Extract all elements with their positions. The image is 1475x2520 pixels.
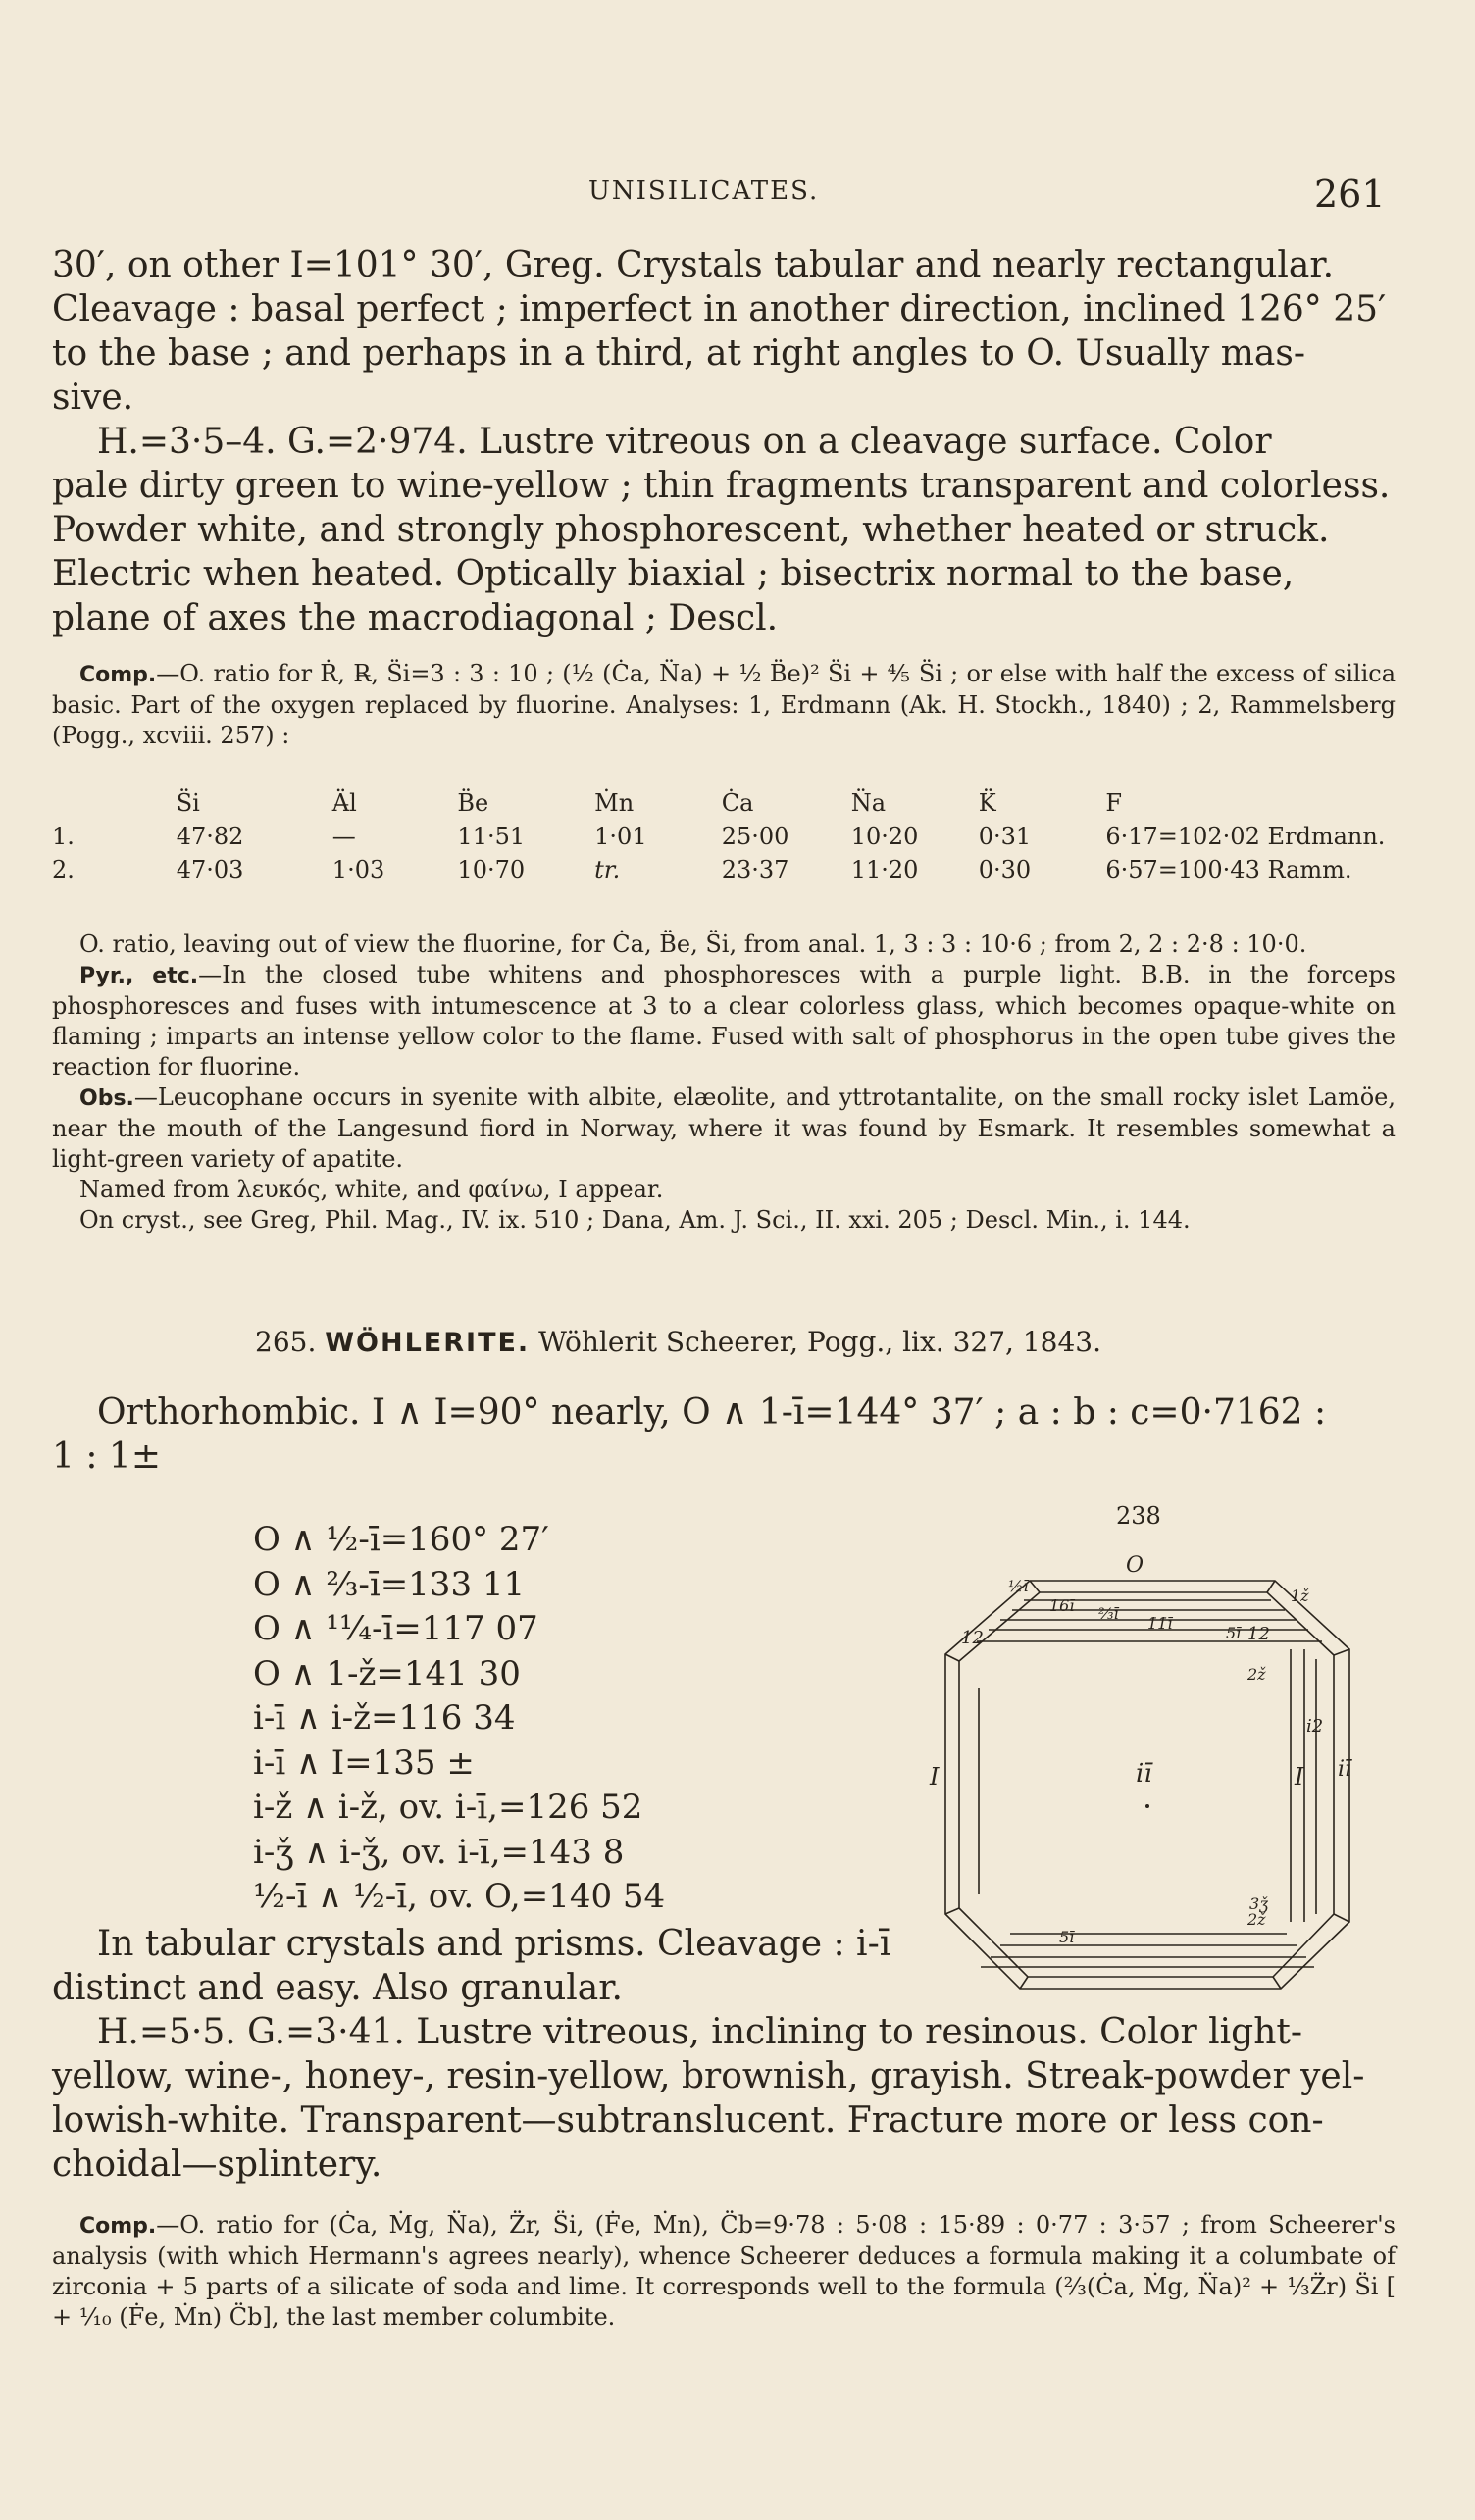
pyrognostics-paragraph: [52, 960, 1396, 1083]
table-cell: 47·82: [176, 823, 244, 850]
text-line: Powder white, and strongly phosphorescent, whether heated or struck.: [52, 510, 1330, 550]
angle-item: ½-ī ∧ ½-ī, ov. O,=140 54: [253, 1877, 666, 1916]
figure-number: 238: [1116, 1502, 1161, 1530]
column-header: Ä̶l: [331, 789, 357, 817]
oratio-note: O. ratio, leaving out of view the fluorine, for Ċa, B̈e, S̈i, from anal. 1, 3 : 3 : 10·6 ; from 2, 2 : 2·8 : 10·0.: [79, 931, 1307, 958]
face-label-top-e: 5ī: [1226, 1624, 1242, 1642]
running-title: UNISILICATES.: [588, 176, 820, 206]
species-number: 265.: [255, 1326, 317, 1358]
face-label-i-right: I: [1295, 1763, 1304, 1790]
text-line: to the base ; and perhaps in a third, at right angles to O. Usually mas-: [52, 333, 1305, 374]
table-cell: 10·20: [850, 823, 919, 850]
angle-item: O ∧ ¹¹⁄₄-ī=117 07: [253, 1609, 538, 1648]
section-lead: Pyr., etc.: [79, 964, 199, 988]
analysis-table-wrapper: [52, 786, 1396, 886]
table-cell: 47·03: [176, 856, 244, 883]
section-lead: Comp.: [79, 663, 157, 687]
table-header-row: [52, 786, 1396, 820]
face-label-bottom-22: 2ž: [1247, 1910, 1266, 1929]
angle-item: O ∧ ½-ī=160° 27′: [253, 1520, 549, 1559]
table-cell: 0·30: [978, 856, 1032, 883]
physical-properties-paragraph: [52, 420, 1396, 640]
table-cell: 11·20: [850, 856, 919, 883]
table-cell: 0·31: [978, 823, 1032, 850]
column-header: N̈a: [850, 789, 887, 817]
angle-item: i-ī ∧ I=135 ±: [253, 1742, 475, 1783]
page-number: 261: [1314, 173, 1386, 216]
angle-item: O ∧ ⅔-ī=133 11: [253, 1564, 526, 1604]
angle-item: O ∧ 1-ž=141 30: [253, 1653, 521, 1693]
face-label-i2-right: i2: [1306, 1716, 1324, 1737]
species-name: WÖHLERITE.: [325, 1328, 531, 1358]
face-label-bottom-5i: 5ī: [1059, 1928, 1075, 1946]
table-cell: 1·03: [331, 856, 385, 883]
etymology-line: Named from λευκός, white, and φαίνω, I appear.: [79, 1176, 664, 1203]
section-text: —O. ratio for (Ċa, Ṁg, N̈a), Z̈r, S̈i, (Ḟe, Ṁn), C̈b=9·78 : 5·08 : 15·89 : 0·77 : 3·57 ; from Scheerer's analysis (with which Hermann's agrees nearly), whence Scheerer deduces a formula making it a columbate of zirconia + 5 parts of a silicate of soda and lime. It corresponds well to the formula (⅔(Ċa, Ṁg, N̈a)² + ⅓Z̈r) S̈i [ + ¹⁄₁₀ (Ḟe, Ṁn) C̈b], the last member columbite.: [52, 2211, 1396, 2331]
column-header: S̈i: [176, 789, 200, 817]
text-line: Cleavage : basal perfect ; imperfect in another direction, inclined 126° 25′: [52, 289, 1387, 329]
text-line: sive.: [52, 378, 134, 418]
section-text: —In the closed tube whitens and phosphoresces with a purple light. B.B. in the forceps phosphoresces and fuses with intumescence at 3 to a clear colorless glass, which becomes opaque-white on flaming ; imparts an intense yellow color to the flame. Fused with salt of phosphorus in the open tube gives the reaction for fluorine.: [52, 961, 1397, 1081]
table-row: [52, 820, 1396, 853]
text-line: yellow, wine-, honey-, resin-yellow, brownish, grayish. Streak-powder yel-: [52, 2056, 1365, 2096]
column-header: Ċa: [721, 789, 754, 817]
references-line: On cryst., see Greg, Phil. Mag., IV. ix. 510 ; Dana, Am. J. Sci., II. xxi. 205 ; Descl. Min., i. 144.: [79, 1206, 1191, 1234]
physical-properties-paragraph-2: [52, 2010, 1396, 2187]
section-text: —O. ratio for Ṙ, R̶, S̈i=3 : 3 : 10 ; (½ (Ċa, N̈a) + ½ B̈e)² S̈i + ⅘ S̈i ; or else with half the excess of silica basic. Part of the oxygen replaced by fluorine. Analyses: 1, Erdmann (Ak. H. Stockh., 1840) ; 2, Rammelsberg (Pogg., xcviii. 257) :: [52, 660, 1396, 749]
angle-item: i-ž ∧ i-ž, ov. i-ī,=126 52: [253, 1788, 643, 1827]
text-line: In tabular crystals and prisms. Cleavage : i-ī: [97, 1924, 891, 1964]
text-line: H.=5·5. G.=3·41. Lustre vitreous, inclining to resinous. Color light-: [97, 2012, 1303, 2052]
section-lead: Comp.: [79, 2214, 157, 2239]
analysis-table: [52, 786, 1396, 886]
face-label-o: O: [1126, 1553, 1144, 1578]
angle-item: i-ǯ ∧ i-ǯ, ov. i-ī,=143 8: [253, 1832, 625, 1872]
figure-dot: [1145, 1804, 1149, 1808]
column-header: F: [1105, 789, 1122, 817]
face-label-top-c: ⅔ī: [1098, 1604, 1119, 1623]
face-label-ii-right: iī: [1338, 1757, 1352, 1782]
face-label-right-12: 12: [1247, 1624, 1270, 1644]
text-line: plane of axes the macrodiagonal ; Descl.: [52, 598, 779, 638]
face-label-top-a: ½ī: [1008, 1577, 1029, 1595]
text-line: 30′, on other I=101° 30′, Greg. Crystals tabular and nearly rectangular.: [52, 245, 1335, 285]
table-cell: 11·51: [457, 823, 526, 850]
running-head: [0, 173, 1475, 216]
habit-paragraph: [52, 1922, 915, 2010]
text-line: distinct and easy. Also granular.: [52, 1968, 623, 2008]
face-label-i-left: I: [930, 1763, 940, 1790]
composition-paragraph: [52, 659, 1396, 751]
text-line: H.=3·5–4. G.=2·974. Lustre vitreous on a cleavage surface. Color: [97, 422, 1272, 462]
column-header: Ṁn: [594, 789, 635, 817]
text-line: 1 : 1±: [52, 1436, 161, 1477]
table-row: [52, 853, 1396, 886]
text-line: pale dirty green to wine-yellow ; thin fragments transparent and colorless.: [52, 466, 1391, 506]
text-line: Orthorhombic. I ∧ I=90° nearly, O ∧ 1-ī=144° 37′ ; a : b : c=0·7162 :: [97, 1392, 1327, 1433]
face-label-right-22: 2ž: [1247, 1665, 1266, 1684]
text-line: lowish-white. Transparent—subtranslucent. Fracture more or less con-: [52, 2100, 1324, 2141]
table-cell: —: [331, 823, 356, 850]
face-label-right-14: 1ž: [1291, 1587, 1309, 1605]
face-label-bottom-33: 3ǯ: [1249, 1894, 1269, 1913]
angle-item: i-ī ∧ i-ž=116 34: [253, 1698, 516, 1738]
species-authority: Wöhlerit Scheerer, Pogg., lix. 327, 1843.: [538, 1326, 1101, 1358]
observations-paragraph: [52, 1083, 1396, 1175]
notes-block: [52, 930, 1396, 1235]
row-label: 1.: [52, 823, 75, 850]
table-cell: 25·00: [721, 823, 789, 850]
face-label-top-b: 1̄6̄ī: [1049, 1596, 1075, 1615]
table-cell: 6·17=102·02 Erdmann.: [1105, 823, 1386, 850]
section-lead: Obs.: [79, 1086, 134, 1111]
row-label: 2.: [52, 856, 75, 883]
species-heading: [255, 1326, 1101, 1358]
table-cell: 1·01: [594, 823, 647, 850]
text-line: choidal—splintery.: [52, 2144, 382, 2185]
composition-paragraph-2: [52, 2210, 1396, 2333]
table-cell: 23·37: [721, 856, 789, 883]
face-label-ii: iī: [1136, 1759, 1152, 1789]
face-label-left-12: 12: [961, 1628, 984, 1648]
table-cell: tr.: [594, 856, 621, 883]
intro-paragraph: [52, 243, 1396, 420]
column-header: B̈e: [457, 789, 489, 817]
table-cell: 6·57=100·43 Ramm.: [1105, 856, 1352, 883]
crystal-figure: [902, 1502, 1393, 2022]
column-header: K̈: [978, 789, 996, 817]
angle-list: [253, 1518, 665, 1920]
crystal-paragraph: [52, 1390, 1396, 1479]
face-label-top-d: 1̄1̄ī: [1147, 1614, 1173, 1633]
text-line: Electric when heated. Optically biaxial ; bisectrix normal to the base,: [52, 554, 1295, 594]
table-cell: 10·70: [457, 856, 526, 883]
section-text: —Leucophane occurs in syenite with albite, elæolite, and yttrotantalite, on the small rocky islet Lamöe, near the mouth of the Langesund fiord in Norway, where it was found by Esmark. It resembles somewhat a light-green variety of apatite.: [52, 1084, 1396, 1173]
